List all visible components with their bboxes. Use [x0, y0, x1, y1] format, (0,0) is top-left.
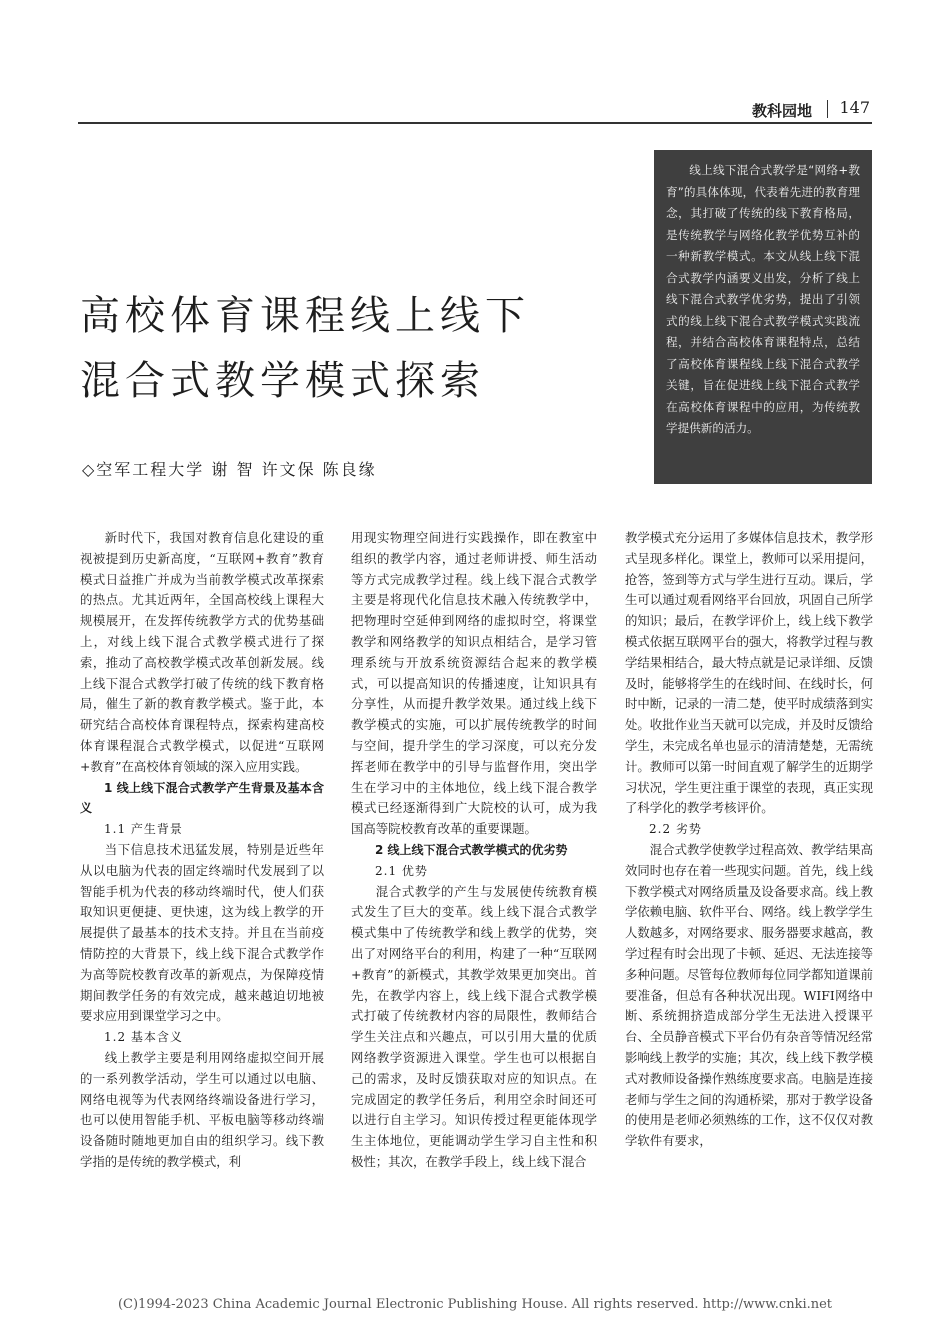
subsection-heading: 2.2 劣势: [649, 822, 702, 837]
paragraph: 用现实物理空间进行实践操作，即在教室中组织的教学内容，通过老师讲授、师生活动等方式完成教学过程。线上线下混合式教学主要是将现代化信息技术融入传统教学中，把物理时空延伸到网络的虚拟时空，将课堂教学和网络教学的知识点相结合，是学习管理系统与开放系统资源结合起来的教学模式，可以提高知识的传播速度，让知识具有分享性，从而提升教学效果。通过线上线下教学模式的实施，可以扩展传统教学的时间与空间，提升学生的学习深度，可以充分发挥老师在教学中的引导与监督作用，突出学生在学习中的主体地位，线上线下混合教学模式已经逐渐得到广大院校的认可，成为我国高等院校教育改革的重要课题。: [351, 530, 597, 837]
text-column-3: [625, 528, 873, 1152]
paragraph: 新时代下，我国对教育信息化建设的重视被提到历史新高度，“互联网+教育”教育模式日益推广并成为当前教学模式改革探索的热点。尤其近两年，全国高校线上课程大规模展开，在发挥传统教学方式的优势基础上，对线上线下混合式教学模式进行了探索，推动了高校教学模式改革创新发展。线上线下混合式教学打破了传统的线下教育格局，催生了新的教育教学模式。鉴于此，本研究结合高校体育课程特点，探索构建高校体育课程混合式教学模式，以促进“互联网+教育”在高校体育领域的深入应用实践。: [80, 530, 324, 774]
journal-name: 教科园地: [751, 102, 812, 120]
running-header: [78, 98, 872, 122]
subsection-heading: 2.1 优势: [375, 863, 428, 878]
text-column-1: [80, 528, 324, 1173]
abstract-text: 线上线下混合式教学是“网络+教育”的具体体现，代表着先进的教育理念，其打破了传统的线下教育格局，是传统教学与网络化教学优势互补的一种新教学模式。本文从线上线下混合式教学内涵要义出发，分析了线上线下混合式教学优劣势，提出了引领式的线上线下混合式教学模式实践流程，并结合高校体育课程特点，总结了高校体育课程线上线下混合式教学关键，旨在促进线上线下混合式教学在高校体育课程中的应用，为传统教学提供新的活力。: [666, 163, 860, 435]
section-heading: 1 线上线下混合式教学产生背景及基本含义: [80, 780, 324, 816]
text-column-2: [351, 528, 597, 1173]
title-line-1: 高校体育课程线上线下: [80, 293, 530, 339]
header-rule: [78, 122, 872, 124]
paragraph: 教学模式充分运用了多媒体信息技术，教学形式呈现多样化。课堂上，教师可以采用提问，抢答，签到等方式与学生进行互动。课后，学生可以通过观看网络平台回放，巩固自己所学的知识；最后，在教学评价上，线上线下教学模式依据互联网平台的强大，将教学过程与教学结果相结合，最大特点就是记录详细、反馈及时，能够将学生的在线时间、在线时长，何时中断，记录的一清二楚，使平时成绩落到实处。收批作业当天就可以完成，并及时反馈给学生，未完成名单也显示的清清楚楚，无需统计。教师可以第一时间直观了解学生的近期学习状况，学生更注重于课堂的表现，真正实现了科学化的教学考核评价。: [625, 530, 873, 816]
article-title: [80, 284, 530, 414]
title-line-2: 混合式教学模式探索: [80, 358, 485, 404]
paragraph: 线上教学主要是利用网络虚拟空间开展的一系列教学活动，学生可以通过以电脑、网络电视等为代表网络终端设备进行学习，也可以使用智能手机、平板电脑等移动终端设备随时随地更加自由的组织学习。线下教学指的是传统的教学模式，利: [80, 1049, 324, 1169]
header-divider: [827, 100, 828, 118]
section-heading: 2 线上线下混合式教学模式的优劣势: [375, 842, 568, 857]
copyright-footer: (C)1994-2023 China Academic Journal Electronic Publishing House. All rights reserved. http://www.cnki.net: [117, 1297, 833, 1312]
paragraph: 混合式教学使教学过程高效、教学结果高效同时也存在着一些现实问题。首先，线上线下教学模式对网络质量及设备要求高。线上教学依赖电脑、软件平台、网络。线上教学学生人数越多，对网络要求、服务器要求越高，教学过程有时会出现了卡顿、延迟、无法连接等多种问题。尽管每位教师每位同学都知道课前要准备，但总有各种状况出现。WIFI网络中断、系统拥挤造成部分学生无法进入授课平台、全员静音模式下平台仍有杂音等情况经常影响线上教学的实施；其次，线上线下教学模式对教师设备操作熟练度要求高。电脑是连接老师与学生之间的沟通桥梁，那对于教学设备的使用是老师必须熟练的工作，这不仅仅对教学软件有要求，: [625, 841, 873, 1149]
subsection-heading: 1.2 基本含义: [104, 1030, 183, 1045]
paragraph: 当下信息技术迅猛发展，特别是近些年从以电脑为代表的固定终端时代发展到了以智能手机为代表的移动终端时代，使人们获取知识更便捷、更快速，这为线上教学的开展提供了最基本的技术支持。并且在当前疫情防控的大背景下，线上线下混合式教学作为高等院校教育改革的新观点，为保障疫情期间教学任务的有效完成，越来越迫切地被要求应用到课堂学习之中。: [80, 841, 324, 1024]
subsection-heading: 1.1 产生背景: [104, 822, 183, 837]
paragraph: 混合式教学的产生与发展使传统教育模式发生了巨大的变革。线上线下混合式教学模式集中了传统教学和线上教学的优势，突出了对网络平台的利用，构建了一种“互联网+教育”的新模式，其教学效果更加突出。首先，在教学内容上，线上线下混合式教学模式打破了传统教材内容的局限性，教师结合学生关注点和兴趣点，可以引用大量的优质网络教学资源进入课堂。学生也可以根据自己的需求，及时反馈获取对应的知识点。在完成固定的教学任务后，利用空余时间还可以进行自主学习。知识传授过程更能体现学生主体地位，更能调动学生学习自主性和积极性；其次，在教学手段上，线上线下混合: [351, 883, 597, 1169]
author-line: ◇空军工程大学 谢 智 许文保 陈良缘: [82, 460, 377, 479]
abstract-box: [654, 150, 872, 484]
page-number: 147: [839, 98, 870, 117]
